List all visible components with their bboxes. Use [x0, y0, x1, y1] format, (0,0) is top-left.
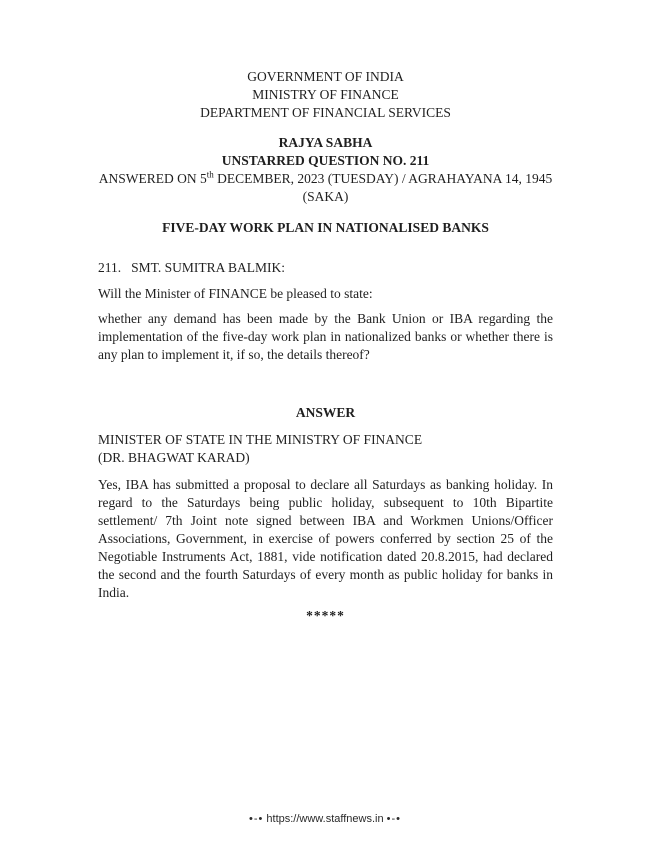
end-marker: ***** [306, 608, 345, 623]
footer-link[interactable]: https://www.staffnews.in [266, 813, 384, 825]
government-line: GOVERNMENT OF INDIA [247, 69, 404, 84]
org-header [98, 68, 553, 122]
minister-title-line: MINISTER OF STATE IN THE MINISTRY OF FINANCE [98, 432, 423, 447]
answered-on-line [98, 170, 553, 188]
question-member-line [98, 259, 553, 277]
question-number-heading: UNSTARRED QUESTION NO. 211 [221, 153, 430, 168]
question-intro: Will the Minister of FINANCE be pleased to state: [98, 286, 373, 301]
question-body: whether any demand has been made by the Bank Union or IBA regarding the implementation of the five-day work plan in nationalized banks or whether there is any plan to implement it, if so, the details thereof? [98, 311, 553, 362]
answered-on-prefix: ANSWERED ON 5 [98, 171, 207, 186]
answer-body: Yes, IBA has submitted a proposal to declare all Saturdays as banking holiday. In regard to the Saturdays being public holiday, subsequent to 10th Bipartite settlement/ 7th Joint note signed between IBA and Workmen Unions/Officer Associations, Government, in exercise of powers conferred by section 25 of the Negotiable Instruments Act, 1881, vide notification dated 20.8.2015, had declared the second and the fourth Saturdays of every month as public holiday for banks in India. [98, 477, 553, 600]
answer-heading: ANSWER [295, 405, 356, 420]
house-name: RAJYA SABHA [278, 135, 373, 150]
department-line: DEPARTMENT OF FINANCIAL SERVICES [200, 105, 451, 120]
answered-on-suffix: DECEMBER, 2023 (TUESDAY) / AGRAHAYANA 14, 1945 [213, 171, 553, 186]
saka-line: (SAKA) [302, 189, 349, 204]
footer [0, 812, 650, 827]
footer-decor-left: •-• [248, 813, 264, 825]
minister-name-line: (DR. BHAGWAT KARAD) [98, 450, 250, 465]
session-block [98, 134, 553, 206]
ministry-line: MINISTRY OF FINANCE [252, 87, 399, 102]
document-title: FIVE-DAY WORK PLAN IN NATIONALISED BANKS [162, 220, 489, 235]
ordinal-superscript: th [206, 169, 214, 180]
member-name: SMT. SUMITRA BALMIK: [131, 260, 286, 275]
question-number: 211. [98, 260, 122, 275]
minister-block [98, 431, 553, 467]
footer-decor-right: •-• [386, 813, 402, 825]
